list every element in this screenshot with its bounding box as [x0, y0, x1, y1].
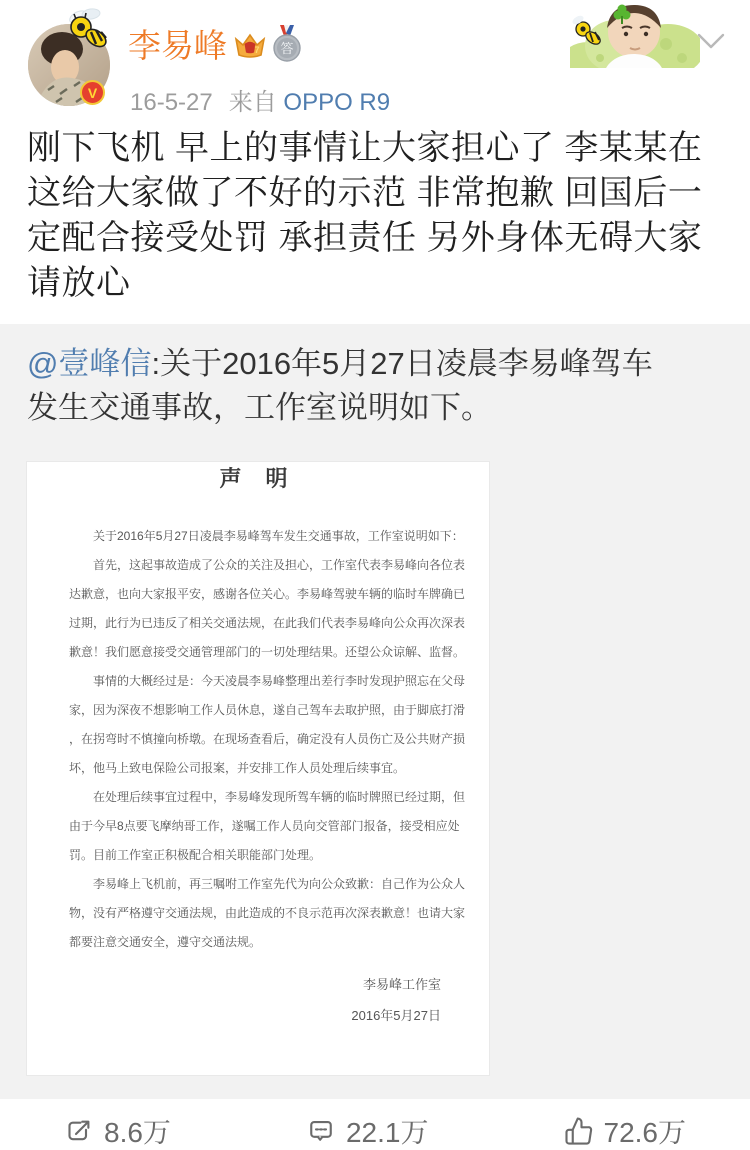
statement-line: 事情的大概经过是：今天凌晨李易峰整理出差行李时发现护照忘在父母 [69, 674, 466, 688]
crown-icon [233, 30, 267, 62]
statement-image[interactable] [27, 462, 489, 1075]
quote-text [27, 342, 723, 430]
statement-line: 关于2016年5月27日凌晨李易峰驾车发生交通事故，工作室说明如下： [69, 529, 464, 543]
comment-count: 22.1万 [345, 1116, 429, 1148]
post-meta [130, 82, 390, 117]
statement-signature: 李易峰工作室 [362, 977, 441, 992]
username[interactable]: 李易峰 [128, 27, 227, 64]
like-count: 72.6万 [603, 1116, 686, 1148]
svg-text:答: 答 [280, 42, 294, 57]
verified-letter: V [87, 84, 98, 101]
quote-mention-link[interactable]: @壹峰信 [27, 346, 152, 381]
svg-text:7: 7 [254, 45, 260, 55]
like-button[interactable] [564, 1111, 687, 1150]
statement-line: 过期，此行为已违反了相关交通法规，在此我们代表李易峰向公众再次深表 [69, 616, 466, 630]
repost-count: 8.6万 [104, 1116, 171, 1148]
comment-button[interactable] [306, 1111, 429, 1150]
statement-line: 都要注意交通安全，遵守交通法规。 [69, 935, 262, 949]
statement-title: 声 明 [219, 466, 297, 491]
quote-text-line: :关于2016年5月27日凌晨李易峰驾车 [151, 346, 653, 381]
post-text-line: 定配合接受处罚 承担责任 另外身体无碍大家 [27, 219, 703, 257]
post-text [0, 122, 750, 306]
statement-line: 物，没有严格遵守交通法规，由此造成的不良示范再次深表歉意！也请大家 [69, 906, 466, 920]
thumbs-up-icon [564, 1116, 594, 1146]
quote-text-line: 发生交通事故，工作室说明如下。 [27, 390, 492, 425]
action-bar [0, 1099, 750, 1150]
header-decoration-image [570, 2, 700, 68]
post-date: 16-5-27 [130, 89, 213, 116]
statement-signature-date: 2016年5月27日 [351, 1008, 441, 1023]
statement-body [27, 522, 489, 957]
user-name-row [128, 26, 303, 66]
post-text-line: 这给大家做了不好的示范 非常抱歉 回国后一 [27, 174, 703, 212]
repost-button[interactable] [64, 1111, 171, 1150]
statement-line: ，在拐弯时不慎撞向桥墩。在现场查看后，确定没有人员伤亡及公共财产损 [69, 732, 466, 746]
comment-icon [306, 1116, 336, 1146]
statement-line: 罚。目前工作室正积极配合相关职能部门处理。 [69, 848, 322, 862]
statement-line: 李易峰上飞机前，再三嘱咐工作室先代为向公众致歉：自己作为公众人 [69, 877, 466, 891]
statement-line: 坏，他马上致电保险公司报案，并安排工作人员处理后续事宜。 [69, 761, 406, 775]
statement-signature-block [27, 969, 489, 1031]
statement-line: 家，因为深夜不想影响工作人员休息，遂自己驾车去取护照，由于脚底打滑 [69, 703, 466, 717]
statement-line: 歉意！我们愿意接受交通管理部门的一切处理结果。还望公众谅解、监督。 [69, 645, 466, 659]
post-source-prefix: 来自 [228, 89, 277, 116]
post-header [0, 0, 750, 122]
post-source-link[interactable]: OPPO R9 [283, 89, 391, 116]
statement-line: 首先，这起事故造成了公众的关注及担心，工作室代表李易峰向各位表 [69, 558, 466, 572]
statement-line: 由于今早8点要飞摩纳哥工作，遂嘱工作人员向交管部门报备，接受相应处 [69, 819, 460, 833]
post-text-line: 请放心 [27, 264, 131, 302]
bee-icon [64, 8, 110, 48]
statement-line: 达歉意，也向大家报平安，感谢各位关心。李易峰驾驶车辆的临时车牌确已 [69, 587, 466, 601]
post-text-line: 刚下飞机 早上的事情让大家担心了 李某某在 [27, 129, 703, 167]
qa-medal-icon [271, 25, 303, 63]
quote-block [0, 324, 750, 1099]
chevron-down-icon[interactable] [696, 32, 726, 52]
verified-v-badge [80, 80, 105, 105]
statement-line: 在处理后续事宜过程中，李易峰发现所驾车辆的临时牌照已经过期，但 [69, 790, 466, 804]
repost-icon [64, 1116, 94, 1146]
